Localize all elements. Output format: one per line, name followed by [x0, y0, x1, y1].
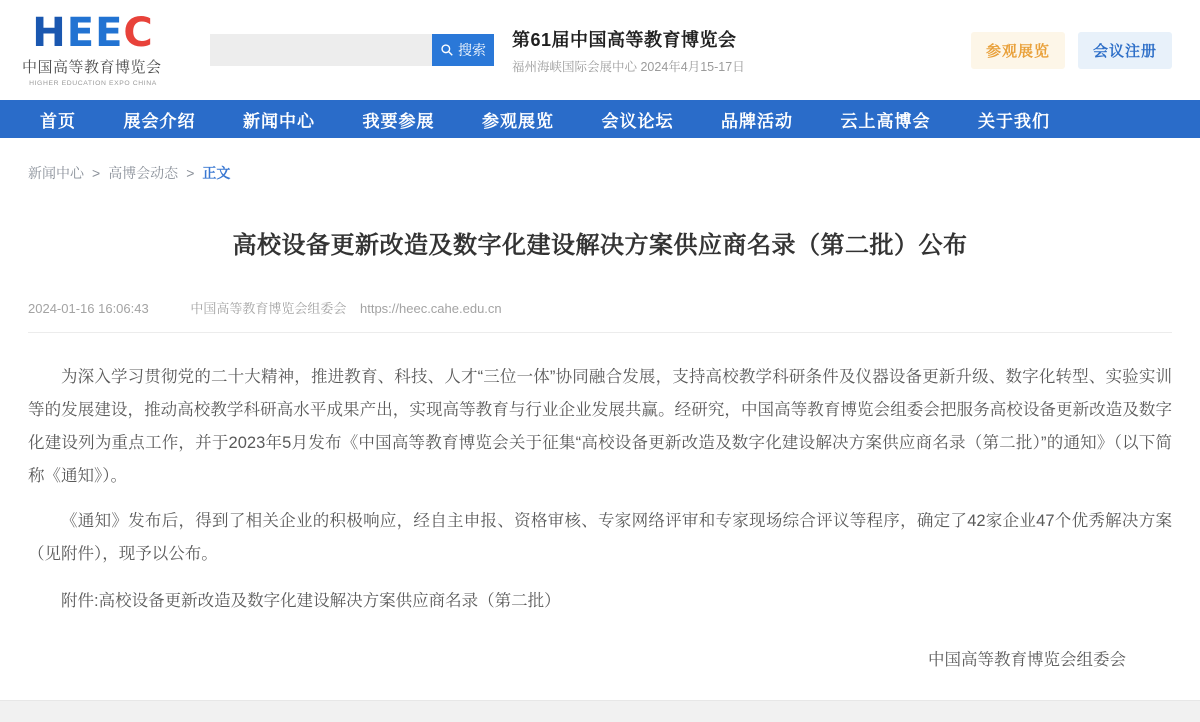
expo-info — [512, 26, 745, 75]
article-meta — [28, 298, 1172, 333]
article-source: 中国高等教育博览会组委会 — [190, 301, 347, 316]
article-title: 高校设备更新改造及数字化建设解决方案供应商名录（第二批）公布 — [232, 232, 968, 259]
logo-letter: E — [66, 10, 96, 56]
article-paragraph: 为深入学习贯彻党的二十大精神，推进教育、科技、人才“三位一体”协同融合发展，支持高校教学科研条件及仪器设备更新升级、数字化转型、实验实训等的发展建设，推动高校教学科研高水平成果产出，实现高等教育与行业企业发展共赢。经研究，中国高等教育博览会组委会把服务高校设备更新改造及数字化建设列为重点工作，并于2023年5月发布《中国高等教育博览会关于征集“高校设备更新改造及数字化建设解决方案供应商名录（第二批）”的通知》（以下简称《通知》）。 — [28, 368, 1172, 485]
logo-heec-wordmark — [22, 10, 164, 56]
attachment-link[interactable]: 附件:高校设备更新改造及数字化建设解决方案供应商名录（第二批） — [61, 592, 561, 610]
search-input[interactable] — [210, 34, 432, 66]
article-paragraph: 《通知》发布后，得到了相关企业的积极响应，经自主申报、资格审核、专家网络评审和专家现场综合评议等程序，确定了42家企业47个优秀解决方案（见附件），现予以公布。 — [28, 512, 1172, 563]
article-body — [28, 361, 1172, 571]
logo-letter: C — [123, 10, 154, 56]
article — [0, 225, 1200, 722]
article-source-url: https://heec.cahe.edu.cn — [359, 301, 502, 316]
logo-cn-name: 中国高等教育博览会 — [22, 59, 162, 76]
breadcrumb-separator: > — [92, 165, 101, 181]
article-publish-time: 2024-01-16 16:06:43 — [28, 301, 149, 316]
logo-en-name: HIGHER EDUCATION EXPO CHINA — [29, 80, 157, 87]
nav-item-home[interactable]: 首页 — [40, 111, 76, 131]
breadcrumb-current-page: 正文 — [202, 165, 231, 181]
nav-item-brand-activities[interactable]: 品牌活动 — [721, 111, 793, 131]
conference-register-button[interactable]: 会议注册 — [1078, 32, 1172, 69]
nav-item-conference-forum[interactable]: 会议论坛 — [601, 111, 674, 131]
nav-item-news-center[interactable]: 新闻中心 — [243, 111, 315, 131]
breadcrumb — [0, 138, 1200, 183]
main-nav — [0, 100, 1200, 138]
search-button-label: 搜索 — [458, 42, 486, 58]
breadcrumb-news-center[interactable]: 新闻中心 — [28, 165, 84, 181]
visit-expo-button[interactable]: 参观展览 — [971, 32, 1065, 69]
nav-item-expo-intro[interactable]: 展会介绍 — [123, 111, 196, 131]
site-header — [0, 0, 1200, 100]
search-group — [210, 34, 494, 66]
expo-title: 第61届中国高等教育博览会 — [512, 29, 737, 50]
site-logo[interactable] — [22, 10, 164, 87]
nav-item-exhibit[interactable]: 我要参展 — [362, 111, 435, 131]
main-nav-inner — [0, 107, 1200, 132]
logo-letter: H — [32, 10, 67, 56]
search-icon — [440, 43, 454, 57]
footer-strip — [0, 700, 1200, 722]
breadcrumb-expo-news[interactable]: 高博会动态 — [108, 165, 179, 181]
header-actions — [971, 32, 1172, 69]
expo-venue-dates: 福州海峡国际会展中心 2024年4月15-17日 — [512, 59, 745, 74]
breadcrumb-separator: > — [186, 165, 195, 181]
article-signature: 中国高等教育博览会组委会 — [928, 651, 1126, 669]
nav-item-about-us[interactable]: 关于我们 — [978, 111, 1050, 131]
search-button[interactable] — [432, 34, 494, 66]
nav-item-visit[interactable]: 参观展览 — [482, 111, 554, 131]
nav-item-online-expo[interactable]: 云上高博会 — [840, 111, 931, 131]
logo-letter: E — [95, 10, 124, 56]
